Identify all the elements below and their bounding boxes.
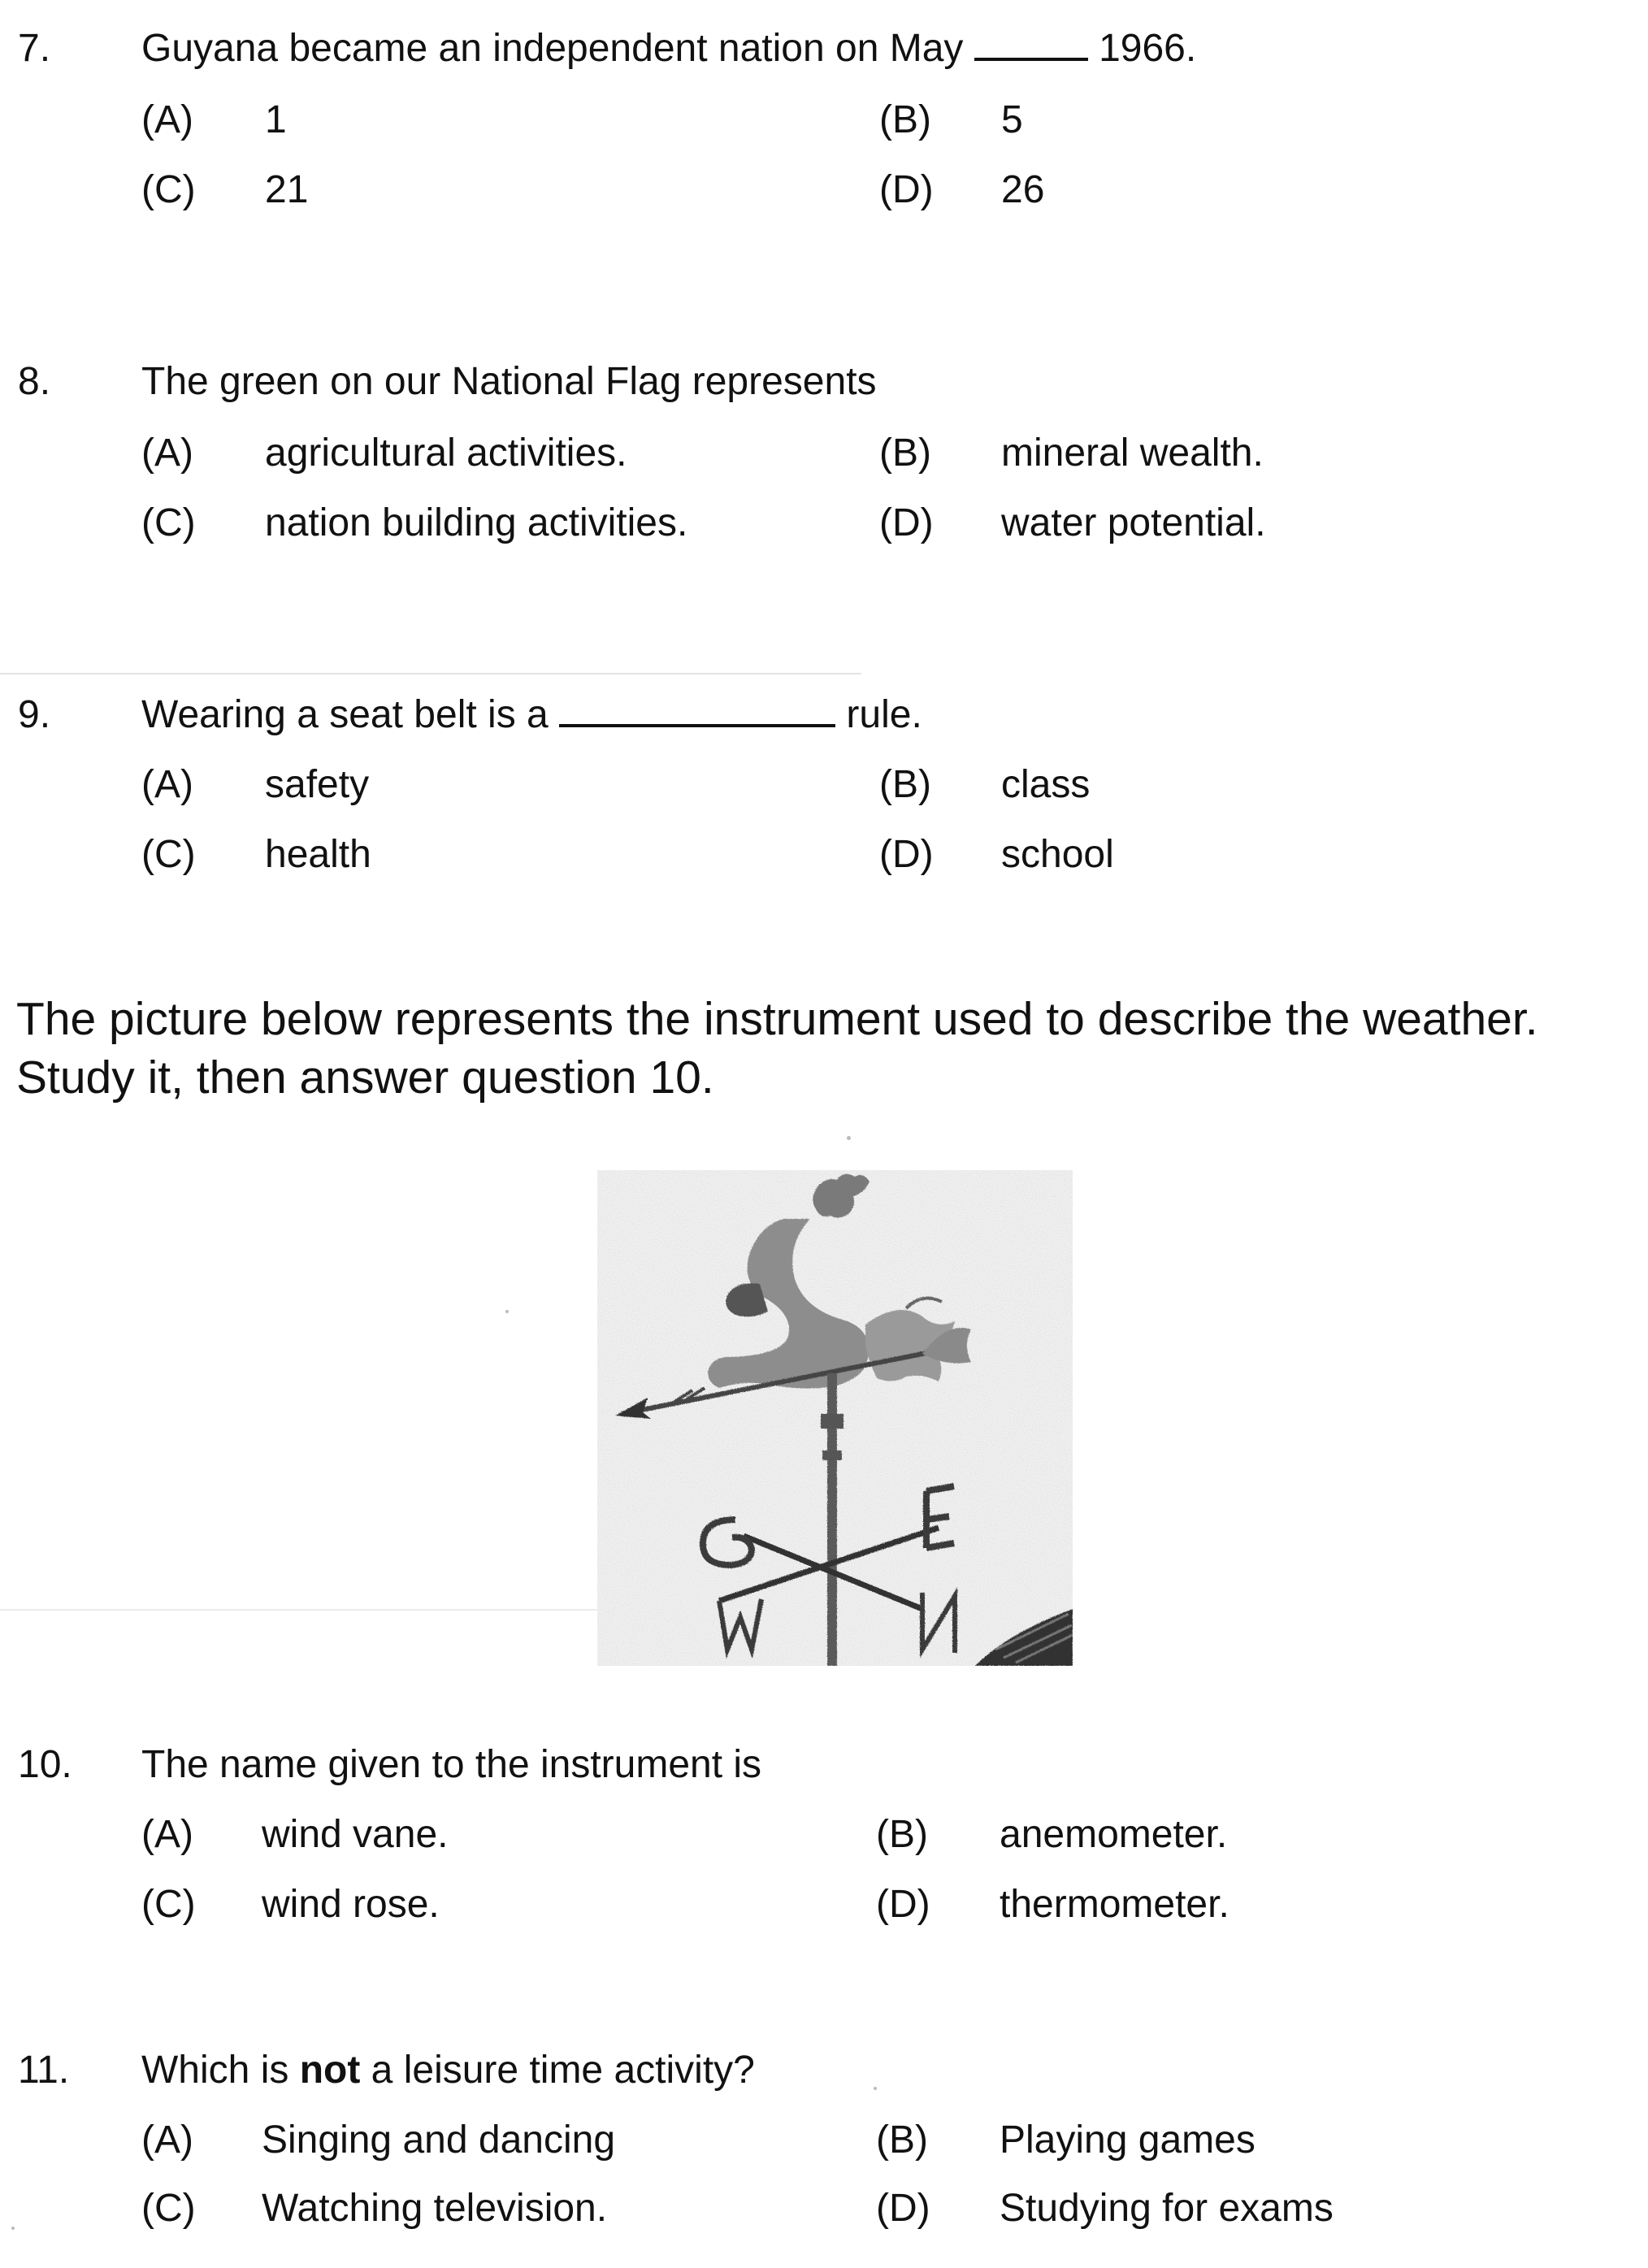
option-d-text: school <box>1001 833 1114 876</box>
option-b-label: (B) <box>876 1813 928 1856</box>
scan-artifact-line <box>0 673 861 674</box>
instructions-line-1: The picture below represents the instrument used to describe the weather. <box>16 993 1538 1045</box>
question-stem <box>141 29 1196 68</box>
question-number: 11. <box>18 2049 70 2092</box>
option-a-label: (A) <box>141 763 193 806</box>
question-stem: The green on our National Flag represents <box>141 360 877 403</box>
option-c-label: (C) <box>141 833 196 876</box>
stem-before: Which is <box>141 2049 289 2092</box>
option-a-text: 1 <box>265 98 287 141</box>
weather-vane-picture <box>597 1170 1073 1666</box>
option-d-label: (D) <box>879 168 934 211</box>
option-d-text: thermometer. <box>1000 1883 1229 1926</box>
question-number: 9. <box>18 693 51 736</box>
option-c-text: Watching television. <box>262 2187 608 2230</box>
option-b-label: (B) <box>879 98 931 141</box>
scan-speck <box>11 2227 15 2230</box>
instructions-line-2: Study it, then answer question 10. <box>16 1052 714 1104</box>
option-c-label: (C) <box>141 1883 196 1926</box>
stem-after: a leisure time activity? <box>371 2049 755 2092</box>
stem-bold: not <box>299 2049 361 2092</box>
option-b-text: Playing games <box>1000 2118 1256 2162</box>
stem-after: rule. <box>846 693 922 736</box>
question-number: 8. <box>18 360 51 403</box>
option-a-label: (A) <box>141 1813 193 1856</box>
option-c-label: (C) <box>141 501 196 544</box>
question-stem <box>141 693 922 736</box>
option-d-text: Studying for exams <box>1000 2187 1334 2230</box>
question-stem: The name given to the instrument is <box>141 1743 762 1786</box>
option-c-text: 21 <box>265 168 309 211</box>
stem-before: Wearing a seat belt is a <box>141 693 549 736</box>
answer-blank <box>974 58 1088 61</box>
stem-after: 1966. <box>1099 27 1197 70</box>
option-c-text: wind rose. <box>262 1883 440 1926</box>
weather-vane-icon <box>597 1170 1073 1666</box>
option-c-label: (C) <box>141 168 196 211</box>
scan-speck <box>847 1136 851 1140</box>
option-d-label: (D) <box>879 501 934 544</box>
option-b-text: anemometer. <box>1000 1813 1228 1856</box>
option-b-label: (B) <box>879 431 931 475</box>
option-a-text: Singing and dancing <box>262 2118 616 2162</box>
option-a-text: wind vane. <box>262 1813 449 1856</box>
option-c-text: nation building activities. <box>265 501 688 544</box>
option-b-label: (B) <box>879 763 931 806</box>
answer-blank <box>559 724 835 727</box>
option-d-label: (D) <box>879 833 934 876</box>
option-a-text: agricultural activities. <box>265 431 627 475</box>
option-d-text: water potential. <box>1001 501 1266 544</box>
option-d-label: (D) <box>876 2187 930 2230</box>
option-a-label: (A) <box>141 2118 193 2162</box>
instructions <box>16 990 1538 1107</box>
option-b-text: class <box>1001 763 1091 806</box>
scan-speck <box>505 1310 509 1313</box>
stem-before: Guyana became an independent nation on May <box>141 27 964 70</box>
question-number: 7. <box>18 27 51 70</box>
option-c-text: health <box>265 833 371 876</box>
option-b-text: 5 <box>1001 98 1023 141</box>
option-a-label: (A) <box>141 98 193 141</box>
scan-speck <box>874 2087 877 2090</box>
option-a-text: safety <box>265 763 370 806</box>
option-a-label: (A) <box>141 431 193 475</box>
option-d-label: (D) <box>876 1883 930 1926</box>
question-number: 10. <box>18 1743 72 1786</box>
option-d-text: 26 <box>1001 168 1045 211</box>
question-stem <box>141 2051 755 2090</box>
scan-artifact-line <box>0 1609 601 1611</box>
option-c-label: (C) <box>141 2187 196 2230</box>
option-b-label: (B) <box>876 2118 928 2162</box>
option-b-text: mineral wealth. <box>1001 431 1264 475</box>
